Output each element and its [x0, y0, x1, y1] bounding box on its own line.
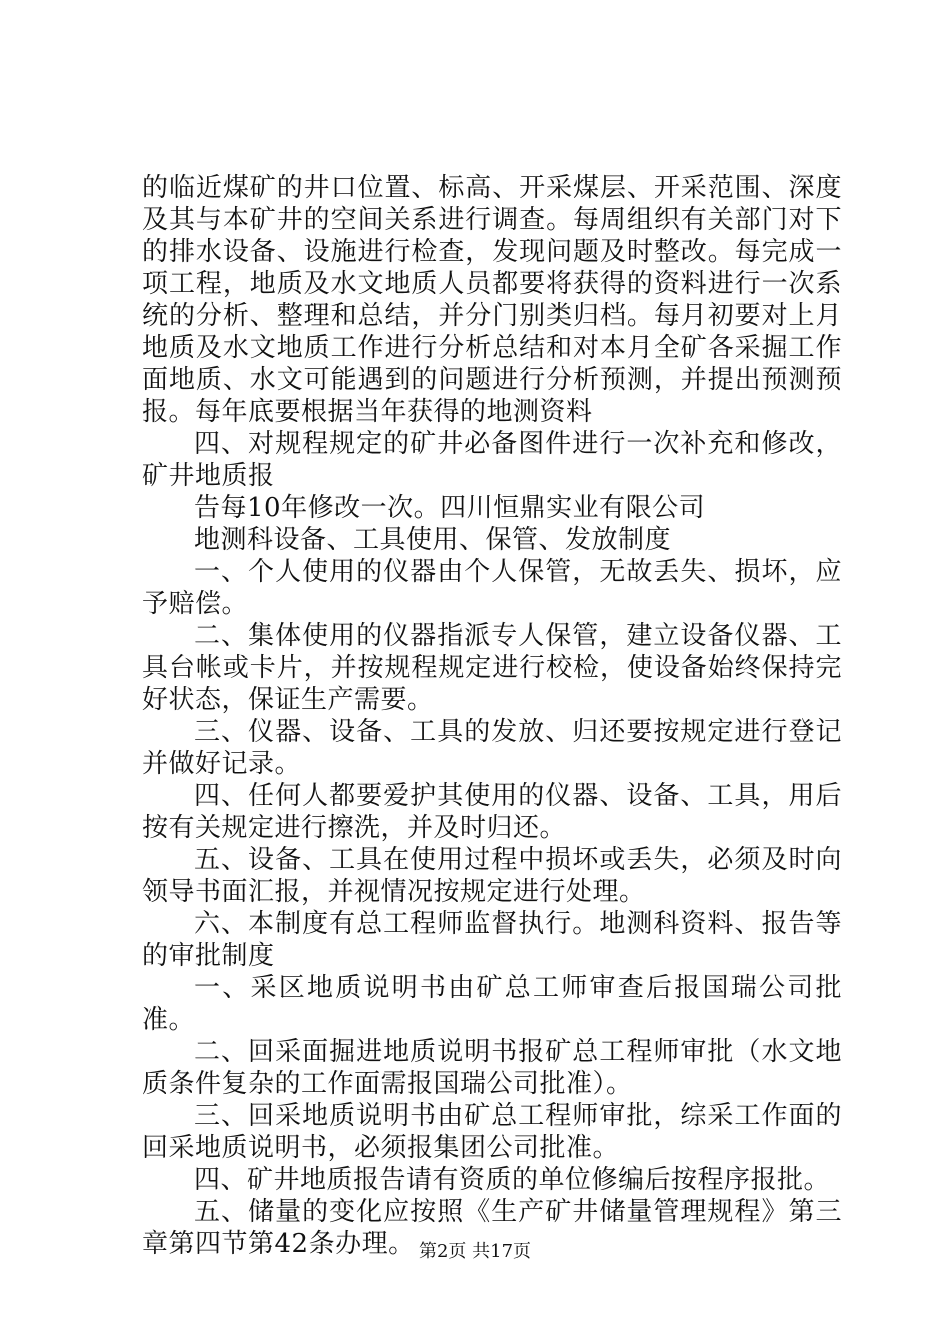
- page-footer: [0, 1240, 950, 1264]
- paragraph: 四、任何人都要爱护其使用的仪器、设备、工具，用后按有关规定进行擦洗，并及时归还。: [142, 781, 842, 843]
- paragraph: 三、回采地质说明书由矿总工程师审批，综采工作面的回采地质说明书，必须报集团公司批准。: [142, 1101, 842, 1163]
- paragraph-continuation: 的临近煤矿的井口位置、标高、开采煤层、开采范围、深度及其与本矿井的空间关系进行调查。每周组织有关部门对下的排水设备、设施进行检查，发现问题及时整改。每完成一项工程，地质及水文地质人员都要将获得的资料进行一次系统的分析、整理和总结，并分门别类归档。每月初要对上月地质及水文地质工作进行分析总结和对本月全矿各采掘工作面地质、水文可能遇到的问题进行分析预测，并提出预测预报。每年底要根据当年获得的地测资料: [142, 173, 842, 427]
- paragraph: 二、集体使用的仪器指派专人保管，建立设备仪器、工具台帐或卡片，并按规程规定进行校检，使设备始终保持完好状态，保证生产需要。: [142, 621, 842, 715]
- section-heading: 地测科设备、工具使用、保管、发放制度: [194, 525, 672, 555]
- paragraph: 一、采区地质说明书由矿总工师审查后报国瑞公司批准。: [142, 973, 842, 1035]
- paragraph: 四、对规程规定的矿井必备图件进行一次补充和修改，矿井地质报: [142, 429, 842, 491]
- paragraph: 五、设备、工具在使用过程中损坏或丢失，必须及时向领导书面汇报，并视情况按规定进行处理。: [142, 845, 842, 907]
- paragraph: 告每10年修改一次。四川恒鼎实业有限公司: [194, 493, 706, 523]
- paragraph: 六、本制度有总工程师监督执行。地测科资料、报告等的审批制度: [142, 909, 842, 971]
- paragraph: 五、储量的变化应按照《生产矿井储量管理规程》第三章第四节第42条办理。: [142, 1197, 842, 1259]
- document-body: [142, 172, 842, 1260]
- paragraph: 三、仪器、设备、工具的发放、归还要按规定进行登记并做好记录。: [142, 717, 842, 779]
- page-number-label: 第2页 共17页: [418, 1241, 532, 1262]
- paragraph: 一、个人使用的仪器由个人保管，无故丢失、损坏，应予赔偿。: [142, 557, 842, 619]
- paragraph: 四、矿井地质报告请有资质的单位修编后按程序报批。: [194, 1165, 831, 1195]
- paragraph: 二、回采面掘进地质说明书报矿总工程师审批（水文地质条件复杂的工作面需报国瑞公司批准）。: [142, 1037, 842, 1099]
